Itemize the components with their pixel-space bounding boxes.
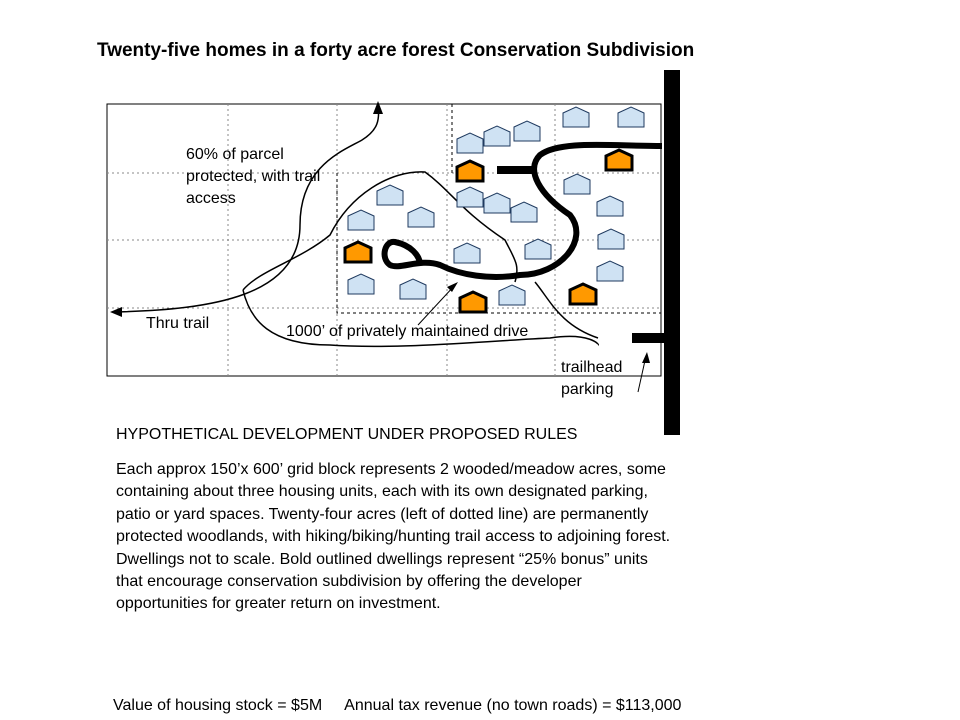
home	[618, 107, 644, 127]
trailhead-parking-label: trailhead parking	[561, 359, 623, 398]
home	[400, 279, 426, 299]
home	[457, 133, 483, 153]
home	[484, 126, 510, 146]
housing-value: Value of housing stock = $5M	[113, 697, 323, 714]
home	[525, 239, 551, 259]
home	[408, 207, 434, 227]
tax-revenue: Annual tax revenue (no town roads) = $113,000	[344, 697, 682, 714]
home	[457, 187, 483, 207]
home	[563, 107, 589, 127]
town-road	[664, 70, 680, 435]
drive-pointer-arrow	[447, 282, 458, 292]
bonus-home	[606, 150, 632, 170]
bonus-home	[460, 292, 486, 312]
protected-parcel-label: 60% of parcel protected, with trail access	[186, 146, 321, 207]
home	[499, 285, 525, 305]
private-drive-label: 1000’ of privately maintained drive	[286, 323, 529, 340]
home	[597, 261, 623, 281]
description-paragraph: Each approx 150’x 600’ grid block represents 2 wooded/meadow acres, some containing about three housing units, each with its own designated parking, patio or yard spaces. Twenty-four acres (left of dotted line) are permanently protected woodlands, with hiking/biking/hunting trail access to adjoining forest. Dwellings not to scale. Bold outlined dwellings represent “25% bonus” units that encourage conservation subdivision by offering the developer opportunities for greater return on investment.	[116, 461, 671, 613]
home	[348, 274, 374, 294]
bonus-home	[570, 284, 596, 304]
home	[564, 174, 590, 194]
thru-trail-arrow-left	[110, 307, 122, 317]
home	[348, 210, 374, 230]
bonus-homes	[345, 150, 632, 312]
home	[511, 202, 537, 222]
home	[377, 185, 403, 205]
home	[454, 243, 480, 263]
thru-trail-label: Thru trail	[146, 315, 210, 332]
thru-trail-arrow-up	[373, 101, 383, 114]
section-heading: HYPOTHETICAL DEVELOPMENT UNDER PROPOSED RULES	[116, 426, 578, 443]
footer-stats	[113, 697, 681, 715]
home	[597, 196, 623, 216]
page-title: Twenty-five homes in a forty acre forest Conservation Subdivision	[97, 40, 695, 61]
driveway-stub	[497, 166, 533, 174]
bonus-home	[457, 161, 483, 181]
bonus-home	[345, 242, 371, 262]
home	[598, 229, 624, 249]
home	[484, 193, 510, 213]
home	[514, 121, 540, 141]
trailhead-parking-stub	[632, 333, 666, 343]
